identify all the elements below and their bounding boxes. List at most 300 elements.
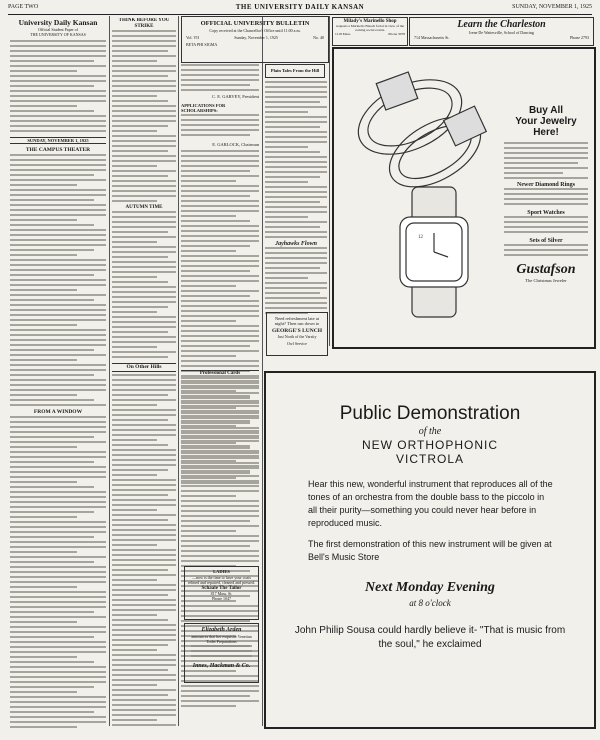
text-line <box>10 349 94 351</box>
text-line <box>181 377 259 379</box>
text-line <box>10 511 94 513</box>
text-line <box>112 674 176 676</box>
text-line <box>181 685 259 687</box>
text-line <box>112 549 176 551</box>
text-line <box>10 666 106 668</box>
text-line <box>10 60 94 62</box>
text-line <box>112 624 176 626</box>
arden-title: Elizabeth Arden <box>201 627 242 633</box>
text-line <box>112 100 168 102</box>
text-line <box>181 290 259 292</box>
bulletin-meta <box>182 35 328 40</box>
text-line <box>504 203 588 205</box>
text-line <box>10 154 106 156</box>
georges-tagline: Need refreshment late at night? Then run down to <box>274 316 320 326</box>
text-line <box>10 184 77 186</box>
text-line <box>504 221 588 223</box>
text-line <box>265 191 327 193</box>
text-line <box>191 650 252 652</box>
text-line <box>181 260 259 262</box>
text-line <box>10 169 106 171</box>
text-line <box>191 655 252 657</box>
text-line <box>181 150 259 152</box>
text-line <box>181 195 250 197</box>
editorial-text <box>10 416 106 728</box>
bulletin-box <box>181 16 329 63</box>
bulletin-signer: C. E. GARVEY, President <box>211 94 259 99</box>
text-line <box>10 299 94 301</box>
text-line <box>181 335 259 337</box>
charleston-phone: Phone 2793 <box>570 35 589 40</box>
text-line <box>181 300 259 302</box>
text-line <box>181 325 259 327</box>
text-line <box>181 515 259 517</box>
text-line <box>265 171 327 173</box>
column-rule <box>262 16 263 726</box>
text-line <box>181 64 259 66</box>
text-line <box>112 311 157 313</box>
column-headline: THINK BEFORE YOU STRIKE <box>118 18 170 29</box>
text-line <box>181 447 250 449</box>
tailor-name: Schaale The Tailor <box>201 586 242 591</box>
text-line <box>112 276 157 278</box>
text-line <box>181 315 259 317</box>
jewelry-tagline: The Christmas Jeweler <box>525 278 567 283</box>
svg-text:12: 12 <box>418 235 423 240</box>
jewelry-copy <box>504 105 588 283</box>
text-line <box>181 245 250 247</box>
text-line <box>504 188 588 190</box>
text-line <box>181 402 259 404</box>
text-line <box>10 596 106 598</box>
text-line <box>265 81 327 83</box>
text-line <box>265 201 320 203</box>
text-line <box>265 96 327 98</box>
text-line <box>112 70 176 72</box>
marinello-sub: requests a Marinello Bleach facial in view of the coming social events. <box>335 24 405 32</box>
text-line <box>181 280 259 282</box>
text-line <box>181 432 259 434</box>
text-line <box>181 540 259 542</box>
text-line <box>112 559 176 561</box>
text-line <box>10 646 106 648</box>
text-line <box>112 489 176 491</box>
text-line <box>10 421 106 423</box>
text-line <box>181 89 259 91</box>
georges-footer: Owl Service <box>287 341 307 346</box>
text-line <box>504 172 563 174</box>
text-line <box>504 177 588 179</box>
text-line <box>112 544 157 546</box>
jewelry-subhead: Newer Diamond Rings <box>517 182 575 188</box>
text-line <box>112 584 176 586</box>
text-line <box>10 586 77 588</box>
text-line <box>112 200 157 202</box>
text-line <box>10 541 106 543</box>
text-line <box>10 85 94 87</box>
text-line <box>112 346 157 348</box>
column-two <box>112 18 176 728</box>
text-line <box>112 341 176 343</box>
text-line <box>181 114 259 116</box>
text-line <box>112 231 168 233</box>
text-line <box>10 234 106 236</box>
text-line <box>10 264 106 266</box>
text-line <box>112 714 176 716</box>
text-line <box>10 416 106 418</box>
text-line <box>181 477 236 479</box>
jewelry-headline: Here! <box>533 127 559 138</box>
text-line <box>181 500 259 502</box>
text-line <box>10 641 106 643</box>
text-line <box>10 55 106 57</box>
professional-cards <box>181 370 259 488</box>
text-line <box>10 681 106 683</box>
text-line <box>181 545 250 547</box>
text-line <box>181 530 236 532</box>
text-line <box>181 250 236 252</box>
masthead-subtitle: Official Student Paper of <box>37 27 79 32</box>
text-line <box>10 436 94 438</box>
text-line <box>112 316 176 318</box>
text-line <box>10 75 106 77</box>
text-line <box>10 199 94 201</box>
text-line <box>112 454 176 456</box>
text-line <box>181 437 259 439</box>
text-line <box>265 106 327 108</box>
text-line <box>10 120 106 122</box>
text-line <box>504 226 588 228</box>
text-line <box>504 147 588 149</box>
text-line <box>181 427 259 429</box>
text-line <box>181 180 236 182</box>
text-line <box>181 330 259 332</box>
text-line <box>112 374 176 376</box>
text-line <box>10 636 94 638</box>
text-line <box>265 176 320 178</box>
text-line <box>265 86 327 88</box>
text-line <box>265 247 327 249</box>
text-line <box>112 211 176 213</box>
text-line <box>112 115 176 117</box>
text-line <box>265 101 320 103</box>
text-line <box>10 701 106 703</box>
text-line <box>181 175 259 177</box>
text-line <box>112 190 176 192</box>
text-line <box>181 560 259 562</box>
text-line <box>112 55 176 57</box>
text-line <box>10 324 77 326</box>
text-line <box>10 254 77 256</box>
text-line <box>10 100 106 102</box>
text-line <box>112 379 176 381</box>
editorial-column <box>10 18 106 728</box>
arden-ad <box>184 623 259 683</box>
text-line <box>265 136 327 138</box>
text-line <box>181 200 259 202</box>
text-line <box>10 70 77 72</box>
text-line <box>10 616 106 618</box>
tailor-ladies: LADIES <box>213 569 230 574</box>
text-line <box>504 249 588 251</box>
text-line <box>112 120 176 122</box>
text-line <box>112 509 157 511</box>
text-line <box>181 472 250 474</box>
text-line <box>265 257 327 259</box>
text-line <box>181 165 259 167</box>
text-line <box>181 129 259 131</box>
text-line <box>265 231 327 233</box>
text-line <box>112 684 157 686</box>
text-line <box>10 496 106 498</box>
jewelry-brand: Gustafson <box>516 262 576 277</box>
text-line <box>112 80 176 82</box>
text-line <box>10 691 77 693</box>
text-line <box>10 115 106 117</box>
editorial-headline: FROM A WINDOW <box>33 409 83 415</box>
text-line <box>181 350 259 352</box>
text-line <box>112 95 157 97</box>
text-line <box>112 125 168 127</box>
masthead-title: University Daily Kansan <box>18 18 98 27</box>
text-line <box>10 546 106 548</box>
text-line <box>10 626 106 628</box>
text-line <box>181 124 259 126</box>
text-line <box>10 314 106 316</box>
text-line <box>112 659 176 661</box>
text-line <box>181 235 259 237</box>
text-line <box>112 271 176 273</box>
text-line <box>112 216 176 218</box>
text-line <box>112 479 176 481</box>
text-line <box>112 539 176 541</box>
text-line <box>10 179 106 181</box>
text-line <box>10 631 106 633</box>
bulletin-item: APPLICATIONS FOR SCHOLARSHIPS: <box>181 102 226 113</box>
text-line <box>112 614 157 616</box>
text-line <box>10 706 106 708</box>
text-line <box>181 215 236 217</box>
text-line <box>10 601 106 603</box>
text-line <box>10 244 106 246</box>
text-line <box>112 291 176 293</box>
bulletin-signer: E. GARLOCK, Chairman <box>212 141 259 147</box>
text-line <box>10 304 106 306</box>
text-line <box>10 374 94 376</box>
text-line <box>265 292 320 294</box>
text-line <box>112 296 176 298</box>
text-line <box>265 111 308 113</box>
text-line <box>112 424 176 426</box>
text-line <box>112 336 176 338</box>
editorial-text <box>10 154 106 409</box>
text-line <box>112 75 168 77</box>
text-line <box>10 105 77 107</box>
text-line <box>112 459 176 461</box>
charleston-title: Learn the Charleston <box>457 19 546 30</box>
text-line <box>112 241 157 243</box>
text-line <box>112 261 176 263</box>
prof-title: Professional Cards <box>181 370 259 377</box>
text-line <box>10 90 106 92</box>
text-line <box>112 251 176 253</box>
text-line <box>10 319 106 321</box>
text-line <box>504 162 578 164</box>
text-line <box>112 679 176 681</box>
text-line <box>10 95 106 97</box>
text-line <box>10 501 106 503</box>
text-line <box>181 170 250 172</box>
text-line <box>10 671 106 673</box>
text-line <box>265 221 327 223</box>
text-line <box>10 110 94 112</box>
text-line <box>112 604 176 606</box>
column-text <box>112 211 176 361</box>
text-line <box>181 462 259 464</box>
text-line <box>112 429 176 431</box>
text-line <box>112 569 168 571</box>
jewelry-headline: Buy All <box>528 105 564 116</box>
text-line <box>181 412 259 414</box>
text-line <box>112 384 176 386</box>
text-line <box>265 91 327 93</box>
text-line <box>10 451 106 453</box>
hill-subheadline: Jayhawks Flown <box>275 241 317 247</box>
text-line <box>10 359 77 361</box>
text-line <box>181 79 259 81</box>
column-rule <box>109 16 110 726</box>
victrola-title: Public Demonstration <box>339 403 521 424</box>
text-line <box>10 686 94 688</box>
text-line <box>181 417 259 419</box>
text-line <box>181 422 250 424</box>
text-line <box>181 495 236 497</box>
text-line <box>112 226 176 228</box>
text-line <box>112 256 168 258</box>
text-line <box>10 214 106 216</box>
text-line <box>10 289 77 291</box>
issue-date: SUNDAY, NOVEMBER 1, 1925 <box>512 4 592 10</box>
text-line <box>181 482 259 484</box>
victrola-event: Next Monday Evening <box>365 580 495 595</box>
text-line <box>265 226 320 228</box>
text-line <box>112 619 168 621</box>
text-line <box>10 561 94 563</box>
text-line <box>265 186 327 188</box>
text-line <box>10 219 77 221</box>
text-line <box>10 224 94 226</box>
text-line <box>112 724 176 726</box>
georges-sub: Just North of the Varsity <box>277 334 317 339</box>
text-line <box>265 161 327 163</box>
text-line <box>181 305 259 307</box>
bulletin-item: BETA PHI SIGMA <box>186 42 218 47</box>
text-line <box>10 269 106 271</box>
text-line <box>181 160 259 162</box>
text-line <box>181 525 259 527</box>
text-line <box>181 700 259 702</box>
text-line <box>10 551 77 553</box>
text-line <box>10 651 106 653</box>
text-line <box>112 266 176 268</box>
text-line <box>112 419 168 421</box>
hill-headline: Plain Tales From the Hill <box>270 68 320 73</box>
text-line <box>265 272 327 274</box>
text-line <box>112 519 168 521</box>
text-line <box>10 696 106 698</box>
text-line <box>265 181 308 183</box>
text-line <box>265 252 327 254</box>
text-line <box>265 116 327 118</box>
text-line <box>112 399 176 401</box>
text-line <box>10 404 106 406</box>
text-line <box>112 609 176 611</box>
text-line <box>112 499 176 501</box>
text-line <box>10 249 94 251</box>
text-line <box>112 165 157 167</box>
text-line <box>504 216 588 218</box>
text-line <box>112 494 168 496</box>
editorial-headline: THE CAMPUS THEATER <box>25 147 91 153</box>
text-line <box>181 392 259 394</box>
text-line <box>10 394 77 396</box>
text-line <box>10 364 106 366</box>
text-line <box>112 326 176 328</box>
text-line <box>504 142 588 144</box>
text-line <box>10 426 106 428</box>
text-line <box>181 520 250 522</box>
text-line <box>265 307 327 309</box>
text-line <box>112 594 168 596</box>
victrola-title-name: VICTROLA <box>395 452 464 466</box>
text-line <box>10 65 106 67</box>
text-line <box>112 35 176 37</box>
text-line <box>112 434 176 436</box>
text-line <box>265 267 320 269</box>
text-line <box>10 486 94 488</box>
text-line <box>10 164 106 166</box>
text-line <box>181 705 236 707</box>
text-line <box>10 721 106 723</box>
text-line <box>504 157 588 159</box>
text-line <box>10 476 106 478</box>
text-line <box>10 309 106 311</box>
header-rule <box>8 14 592 15</box>
text-line <box>181 690 259 692</box>
text-line <box>181 695 250 697</box>
text-line <box>265 282 327 284</box>
page-label: PAGE TWO <box>8 4 39 10</box>
marinello-contact <box>333 32 407 36</box>
text-line <box>10 471 106 473</box>
text-line <box>112 414 176 416</box>
text-line <box>181 310 259 312</box>
text-line <box>112 389 176 391</box>
text-line <box>112 60 157 62</box>
text-line <box>10 656 77 658</box>
text-line <box>112 484 176 486</box>
staff-box <box>10 40 106 135</box>
text-line <box>112 160 176 162</box>
text-line <box>10 384 106 386</box>
text-line <box>112 504 176 506</box>
text-line <box>112 644 168 646</box>
georges-title: GEORGE'S LUNCH <box>272 328 322 334</box>
text-line <box>10 45 106 47</box>
text-line <box>112 105 176 107</box>
text-line <box>112 30 176 32</box>
text-line <box>112 654 176 656</box>
